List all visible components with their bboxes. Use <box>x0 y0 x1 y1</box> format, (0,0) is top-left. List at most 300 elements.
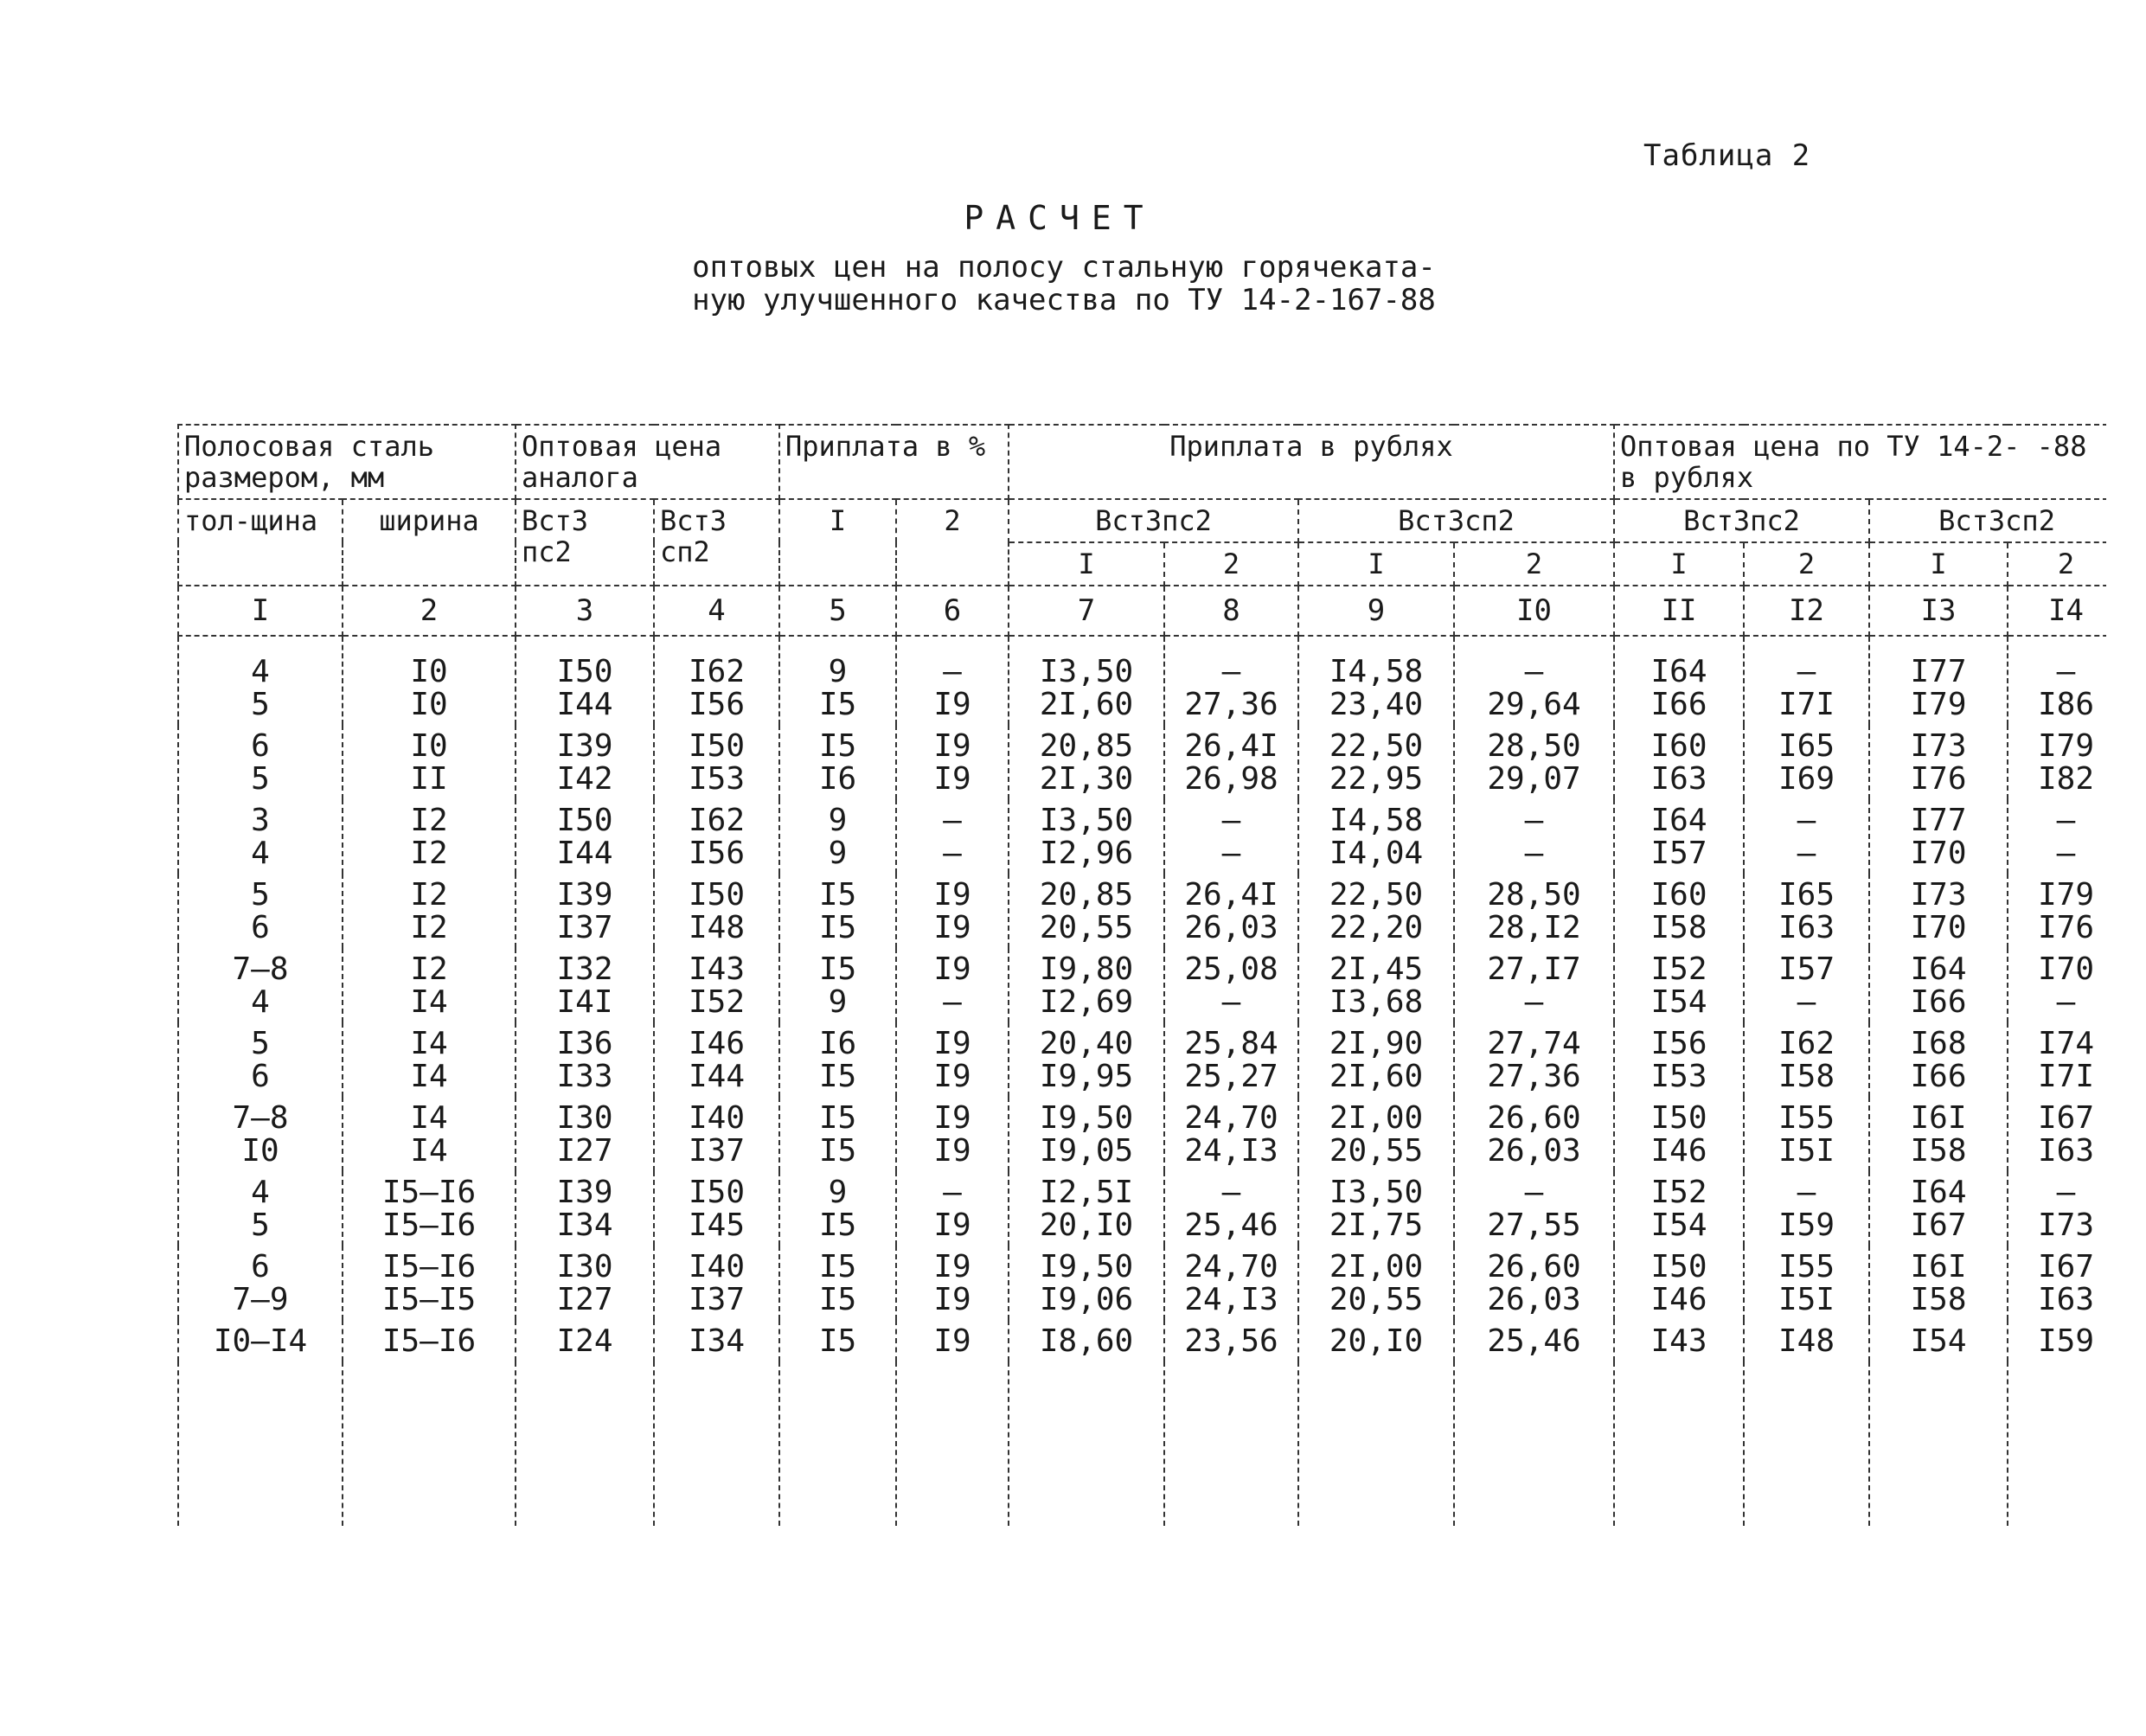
table-cell <box>1869 948 2008 1022</box>
table-cell <box>779 1246 896 1320</box>
cell-value: – <box>1797 836 1816 871</box>
table-cell <box>1454 874 1614 948</box>
table-cell <box>896 1097 1009 1171</box>
cell-value: I76 <box>1910 761 1967 797</box>
cell-value: I4,58 <box>1329 654 1424 689</box>
table-row <box>178 1097 2106 1171</box>
cell-value: I52 <box>1650 1175 1707 1210</box>
table-cell <box>1869 725 2008 799</box>
price-calculation-table <box>177 424 2106 1526</box>
cell-value: 20,85 <box>1039 728 1134 764</box>
cell-value: – <box>1221 803 1241 838</box>
cell-value: I69 <box>1778 761 1835 797</box>
cell-value: 26,03 <box>1487 1133 1581 1169</box>
cell-value: 9 <box>828 836 848 871</box>
cell-value: I6I <box>1910 1249 1967 1284</box>
header-tu-ps2-2: 2 <box>1744 542 1869 586</box>
table-cell <box>779 874 896 948</box>
cell-value: I37 <box>688 1133 746 1169</box>
cell-value: 20,55 <box>1039 910 1134 945</box>
cell-value: 25,46 <box>1487 1323 1581 1359</box>
cell-value: I5–I6 <box>381 1249 477 1284</box>
table-row <box>178 874 2106 948</box>
table-cell <box>2008 1171 2106 1246</box>
cell-value: I63 <box>1650 761 1707 797</box>
cell-value: I77 <box>1910 654 1967 689</box>
table-cell <box>343 725 516 799</box>
table-cell <box>1614 948 1744 1022</box>
table-cell <box>1164 799 1298 874</box>
table-cell <box>1454 1320 1614 1361</box>
table-cell <box>178 1171 343 1246</box>
table-cell <box>1164 874 1298 948</box>
cell-value: – <box>1797 984 1816 1020</box>
table-cell <box>1614 725 1744 799</box>
header-wholesale-price-tu: Оптовая цена по ТУ 14-2- -88 в рублях <box>1614 425 2106 499</box>
table-cell <box>1298 636 1454 725</box>
empty-cell <box>1298 1361 1454 1526</box>
cell-value: I8,60 <box>1039 1323 1134 1359</box>
cell-value: I63 <box>2038 1133 2095 1169</box>
cell-value: I32 <box>556 951 613 987</box>
table-row <box>178 636 2106 725</box>
cell-value: I4I <box>556 984 613 1020</box>
table-cell <box>896 948 1009 1022</box>
cell-value: I67 <box>2038 1249 2095 1284</box>
cell-value: 20,85 <box>1039 877 1134 913</box>
cell-value: I46 <box>1650 1133 1707 1169</box>
cell-value: I34 <box>556 1208 613 1243</box>
cell-value: I66 <box>1910 1059 1967 1094</box>
table-cell <box>896 725 1009 799</box>
cell-value: I4 <box>410 1026 448 1061</box>
cell-value: I5 <box>818 1059 857 1094</box>
subtitle-line-2: ную улучшенного качества по ТУ 14-2-167-88 <box>692 283 1436 317</box>
cell-value: I43 <box>688 951 746 987</box>
cell-value: – <box>943 1175 962 1210</box>
table-cell <box>1009 725 1164 799</box>
table-cell <box>896 636 1009 725</box>
cell-value: – <box>2056 803 2076 838</box>
cell-value: I4,04 <box>1329 836 1424 871</box>
cell-value: I67 <box>1910 1208 1967 1243</box>
cell-value: 25,46 <box>1184 1208 1278 1243</box>
cell-value: I67 <box>2038 1100 2095 1136</box>
table-cell <box>2008 725 2106 799</box>
cell-value: 25,84 <box>1184 1026 1278 1061</box>
header-pct-2: 2 <box>896 499 1009 586</box>
cell-value: 9 <box>828 1175 848 1210</box>
cell-value: I63 <box>1778 910 1835 945</box>
column-number: 7 <box>1009 586 1164 636</box>
cell-value: I2,69 <box>1039 984 1134 1020</box>
column-number-row <box>178 586 2106 636</box>
table-cell <box>2008 874 2106 948</box>
table-row <box>178 1171 2106 1246</box>
header-thickness: тол-щина <box>178 499 343 586</box>
table-cell <box>779 1171 896 1246</box>
cell-value: 20,55 <box>1329 1282 1424 1317</box>
cell-value: I45 <box>688 1208 746 1243</box>
cell-value: 22,20 <box>1329 910 1424 945</box>
cell-value: 24,70 <box>1184 1249 1278 1284</box>
cell-value: 23,56 <box>1184 1323 1278 1359</box>
table-cell <box>516 1022 654 1097</box>
cell-value: I0 <box>241 1133 279 1169</box>
cell-value: 2I,30 <box>1039 761 1134 797</box>
cell-value: I5 <box>818 728 857 764</box>
cell-value: I77 <box>1910 803 1967 838</box>
cell-value: – <box>1524 984 1544 1020</box>
table-cell <box>516 874 654 948</box>
table-row <box>178 725 2106 799</box>
column-number: I4 <box>2008 586 2106 636</box>
table-cell <box>1744 1320 1869 1361</box>
table-cell <box>343 1022 516 1097</box>
column-number: 9 <box>1298 586 1454 636</box>
cell-value: I65 <box>1778 877 1835 913</box>
cell-value: I5 <box>818 877 857 913</box>
header-surcharge-rubles: Приплата в рублях <box>1009 425 1614 499</box>
cell-value: I55 <box>1778 1249 1835 1284</box>
cell-value: 27,36 <box>1184 687 1278 722</box>
table-cell <box>1298 799 1454 874</box>
cell-value: I4 <box>410 984 448 1020</box>
table-cell <box>343 948 516 1022</box>
table-cell <box>1009 1171 1164 1246</box>
table-body <box>178 636 2106 1526</box>
cell-value: I6 <box>818 1026 857 1061</box>
cell-value: I68 <box>1910 1026 1967 1061</box>
cell-value: I50 <box>1650 1249 1707 1284</box>
table-cell <box>2008 636 2106 725</box>
cell-value: – <box>1797 803 1816 838</box>
cell-value: I50 <box>556 654 613 689</box>
cell-value: I9 <box>933 910 971 945</box>
cell-value: I66 <box>1650 687 1707 722</box>
cell-value: 27,36 <box>1487 1059 1581 1094</box>
table-cell <box>1009 636 1164 725</box>
cell-value: I4 <box>410 1059 448 1094</box>
cell-value: 2I,00 <box>1329 1100 1424 1136</box>
table-cell <box>1164 1320 1298 1361</box>
cell-value: I5 <box>818 1249 857 1284</box>
table-cell <box>779 799 896 874</box>
table-cell <box>343 799 516 874</box>
cell-value: 2I,75 <box>1329 1208 1424 1243</box>
table-cell <box>178 1246 343 1320</box>
table-cell <box>516 948 654 1022</box>
cell-value: 26,4I <box>1184 728 1278 764</box>
cell-value: I0 <box>410 728 448 764</box>
cell-value: – <box>1221 1175 1241 1210</box>
table-cell <box>2008 1246 2106 1320</box>
cell-value: I30 <box>556 1249 613 1284</box>
cell-value: 4 <box>251 1175 270 1210</box>
cell-value: 22,50 <box>1329 728 1424 764</box>
header-strip-size: Полосовая сталь размером, мм <box>178 425 516 499</box>
cell-value: I36 <box>556 1026 613 1061</box>
cell-value: I57 <box>1778 951 1835 987</box>
cell-value: I5–I6 <box>381 1323 477 1359</box>
cell-value: 24,I3 <box>1184 1282 1278 1317</box>
cell-value: I73 <box>1910 728 1967 764</box>
table-cell <box>1164 1097 1298 1171</box>
table-cell <box>1744 636 1869 725</box>
cell-value: I57 <box>1650 836 1707 871</box>
table-cell <box>1454 1097 1614 1171</box>
cell-value: I79 <box>1910 687 1967 722</box>
cell-value: I54 <box>1910 1323 1967 1359</box>
table-cell <box>1454 1171 1614 1246</box>
cell-value: 9 <box>828 984 848 1020</box>
cell-value: I60 <box>1650 877 1707 913</box>
cell-value: – <box>1221 984 1241 1020</box>
header-width: ширина <box>343 499 516 586</box>
cell-value: I53 <box>688 761 746 797</box>
table-cell <box>654 799 779 874</box>
table-cell <box>896 1246 1009 1320</box>
table-cell <box>1298 1320 1454 1361</box>
table-cell <box>896 874 1009 948</box>
table-cell <box>1614 874 1744 948</box>
cell-value: I2,96 <box>1039 836 1134 871</box>
header-pct-1: I <box>779 499 896 586</box>
table-cell <box>1869 1022 2008 1097</box>
cell-value: I44 <box>556 687 613 722</box>
cell-value: I37 <box>688 1282 746 1317</box>
table-cell <box>1744 874 1869 948</box>
table-row <box>178 799 2106 874</box>
table-cell <box>343 1097 516 1171</box>
cell-value: I56 <box>688 836 746 871</box>
table-cell <box>1298 874 1454 948</box>
header-analog-vst3ps2: Вст3 пс2 <box>516 499 654 586</box>
cell-value: I3,50 <box>1329 1175 1424 1210</box>
cell-value: I6 <box>818 761 857 797</box>
cell-value: I54 <box>1650 984 1707 1020</box>
header-rub-ps2-2: 2 <box>1164 542 1298 586</box>
table-cell <box>516 1320 654 1361</box>
column-number: 4 <box>654 586 779 636</box>
table-cell <box>654 948 779 1022</box>
table-cell <box>1298 1022 1454 1097</box>
cell-value: 6 <box>251 1059 270 1094</box>
cell-value: I9 <box>933 877 971 913</box>
table-cell <box>654 1320 779 1361</box>
cell-value: I56 <box>1650 1026 1707 1061</box>
table-cell <box>1614 799 1744 874</box>
table-cell <box>1744 1171 1869 1246</box>
cell-value: I62 <box>1778 1026 1835 1061</box>
cell-value: I24 <box>556 1323 613 1359</box>
cell-value: I9,50 <box>1039 1249 1134 1284</box>
cell-value: 22,50 <box>1329 877 1424 913</box>
cell-value: 9 <box>828 654 848 689</box>
cell-value: I9 <box>933 1282 971 1317</box>
cell-value: 2I,45 <box>1329 951 1424 987</box>
header-tu-ps2-1: I <box>1614 542 1744 586</box>
cell-value: I7I <box>1778 687 1835 722</box>
cell-value: 2I,90 <box>1329 1026 1424 1061</box>
cell-value: 7–8 <box>232 951 289 987</box>
cell-value: 6 <box>251 1249 270 1284</box>
header-analog-vst3sp2: Вст3 сп2 <box>654 499 779 586</box>
table-cell <box>1298 725 1454 799</box>
subtitle-line-1: оптовых цен на полосу стальную горячеката- <box>692 250 1436 285</box>
header-rub-sp2-1: I <box>1298 542 1454 586</box>
cell-value: I5I <box>1778 1133 1835 1169</box>
table-cell <box>1164 725 1298 799</box>
table-cell <box>1454 636 1614 725</box>
table-cell <box>516 725 654 799</box>
cell-value: I3,50 <box>1039 803 1134 838</box>
table-cell <box>654 1246 779 1320</box>
cell-value: 4 <box>251 836 270 871</box>
cell-value: I3,68 <box>1329 984 1424 1020</box>
cell-value: 26,4I <box>1184 877 1278 913</box>
cell-value: I46 <box>1650 1282 1707 1317</box>
cell-value: I40 <box>688 1249 746 1284</box>
table-cell <box>896 799 1009 874</box>
table-cell <box>516 636 654 725</box>
column-number: II <box>1614 586 1744 636</box>
table-cell <box>1614 1097 1744 1171</box>
cell-value: 4 <box>251 654 270 689</box>
empty-cell <box>178 1361 343 1526</box>
cell-value: I9 <box>933 1059 971 1094</box>
cell-value: – <box>1524 1175 1544 1210</box>
header-rub-vst3ps2: Вст3пс2 <box>1009 499 1298 542</box>
cell-value: 6 <box>251 728 270 764</box>
cell-value: I60 <box>1650 728 1707 764</box>
table-cell <box>1009 799 1164 874</box>
cell-value: I59 <box>2038 1323 2095 1359</box>
table-cell <box>1869 636 2008 725</box>
cell-value: I9 <box>933 1323 971 1359</box>
cell-value: – <box>1524 654 1544 689</box>
cell-value: – <box>2056 836 2076 871</box>
cell-value: I73 <box>2038 1208 2095 1243</box>
column-number: 8 <box>1164 586 1298 636</box>
cell-value: 24,70 <box>1184 1100 1278 1136</box>
table-cell <box>516 1097 654 1171</box>
table-cell <box>1744 725 1869 799</box>
table-cell <box>1869 874 2008 948</box>
table-cell <box>779 1022 896 1097</box>
cell-value: I5–I5 <box>381 1282 477 1317</box>
cell-value: I4 <box>410 1133 448 1169</box>
cell-value: I58 <box>1778 1059 1835 1094</box>
cell-value: 27,55 <box>1487 1208 1581 1243</box>
table-cell <box>654 636 779 725</box>
column-number: I2 <box>1744 586 1869 636</box>
cell-value: – <box>2056 984 2076 1020</box>
table-cell <box>178 874 343 948</box>
cell-value: I2 <box>410 877 448 913</box>
column-number: I0 <box>1454 586 1614 636</box>
cell-value: I58 <box>1910 1282 1967 1317</box>
cell-value: I2 <box>410 803 448 838</box>
cell-value: I64 <box>1910 1175 1967 1210</box>
cell-value: I9 <box>933 761 971 797</box>
cell-value: I64 <box>1650 654 1707 689</box>
cell-value: 26,03 <box>1184 910 1278 945</box>
table-cell <box>1164 636 1298 725</box>
table-cell <box>1454 725 1614 799</box>
table-cell <box>1009 874 1164 948</box>
cell-value: – <box>943 984 962 1020</box>
cell-value: I65 <box>1778 728 1835 764</box>
cell-value: 6 <box>251 910 270 945</box>
cell-value: I5–I6 <box>381 1208 477 1243</box>
cell-value: I37 <box>556 910 613 945</box>
cell-value: I39 <box>556 1175 613 1210</box>
empty-cell <box>896 1361 1009 1526</box>
empty-cell <box>1869 1361 2008 1526</box>
table-cell <box>779 1097 896 1171</box>
table-cell <box>1298 1246 1454 1320</box>
price-table-container <box>177 424 2106 1592</box>
table-cell <box>1298 1097 1454 1171</box>
header-analog-price: Оптовая цена аналога <box>516 425 779 499</box>
cell-value: I76 <box>2038 910 2095 945</box>
table-cell <box>1614 1022 1744 1097</box>
cell-value: I70 <box>1910 836 1967 871</box>
column-number: 2 <box>343 586 516 636</box>
cell-value: I5 <box>818 910 857 945</box>
table-cell <box>654 1171 779 1246</box>
empty-cell <box>779 1361 896 1526</box>
cell-value: 7–9 <box>232 1282 289 1317</box>
cell-value: 7–8 <box>232 1100 289 1136</box>
table-cell <box>779 636 896 725</box>
table-cell <box>1744 1246 1869 1320</box>
table-cell <box>654 1022 779 1097</box>
table-cell <box>516 799 654 874</box>
empty-cell <box>2008 1361 2106 1526</box>
table-cell <box>1454 799 1614 874</box>
cell-value: I40 <box>688 1100 746 1136</box>
cell-value: I74 <box>2038 1026 2095 1061</box>
table-cell <box>1869 1320 2008 1361</box>
table-cell <box>896 1320 1009 1361</box>
cell-value: I9,05 <box>1039 1133 1134 1169</box>
table-cell <box>779 725 896 799</box>
table-cell <box>654 1097 779 1171</box>
cell-value: I82 <box>2038 761 2095 797</box>
cell-value: 20,I0 <box>1329 1323 1424 1359</box>
table-cell <box>1744 1022 1869 1097</box>
table-cell <box>1009 1246 1164 1320</box>
table-cell <box>1298 1171 1454 1246</box>
cell-value: I39 <box>556 877 613 913</box>
table-cell <box>343 636 516 725</box>
cell-value: I48 <box>1778 1323 1835 1359</box>
cell-value: – <box>1797 654 1816 689</box>
cell-value: 22,95 <box>1329 761 1424 797</box>
cell-value: I9 <box>933 1208 971 1243</box>
cell-value: I33 <box>556 1059 613 1094</box>
cell-value: I0 <box>410 687 448 722</box>
cell-value: I64 <box>1910 951 1967 987</box>
cell-value: I2 <box>410 910 448 945</box>
table-cell <box>1454 1246 1614 1320</box>
cell-value: 2I,00 <box>1329 1249 1424 1284</box>
table-cell <box>178 1097 343 1171</box>
table-cell <box>178 1022 343 1097</box>
cell-value: I9,06 <box>1039 1282 1134 1317</box>
